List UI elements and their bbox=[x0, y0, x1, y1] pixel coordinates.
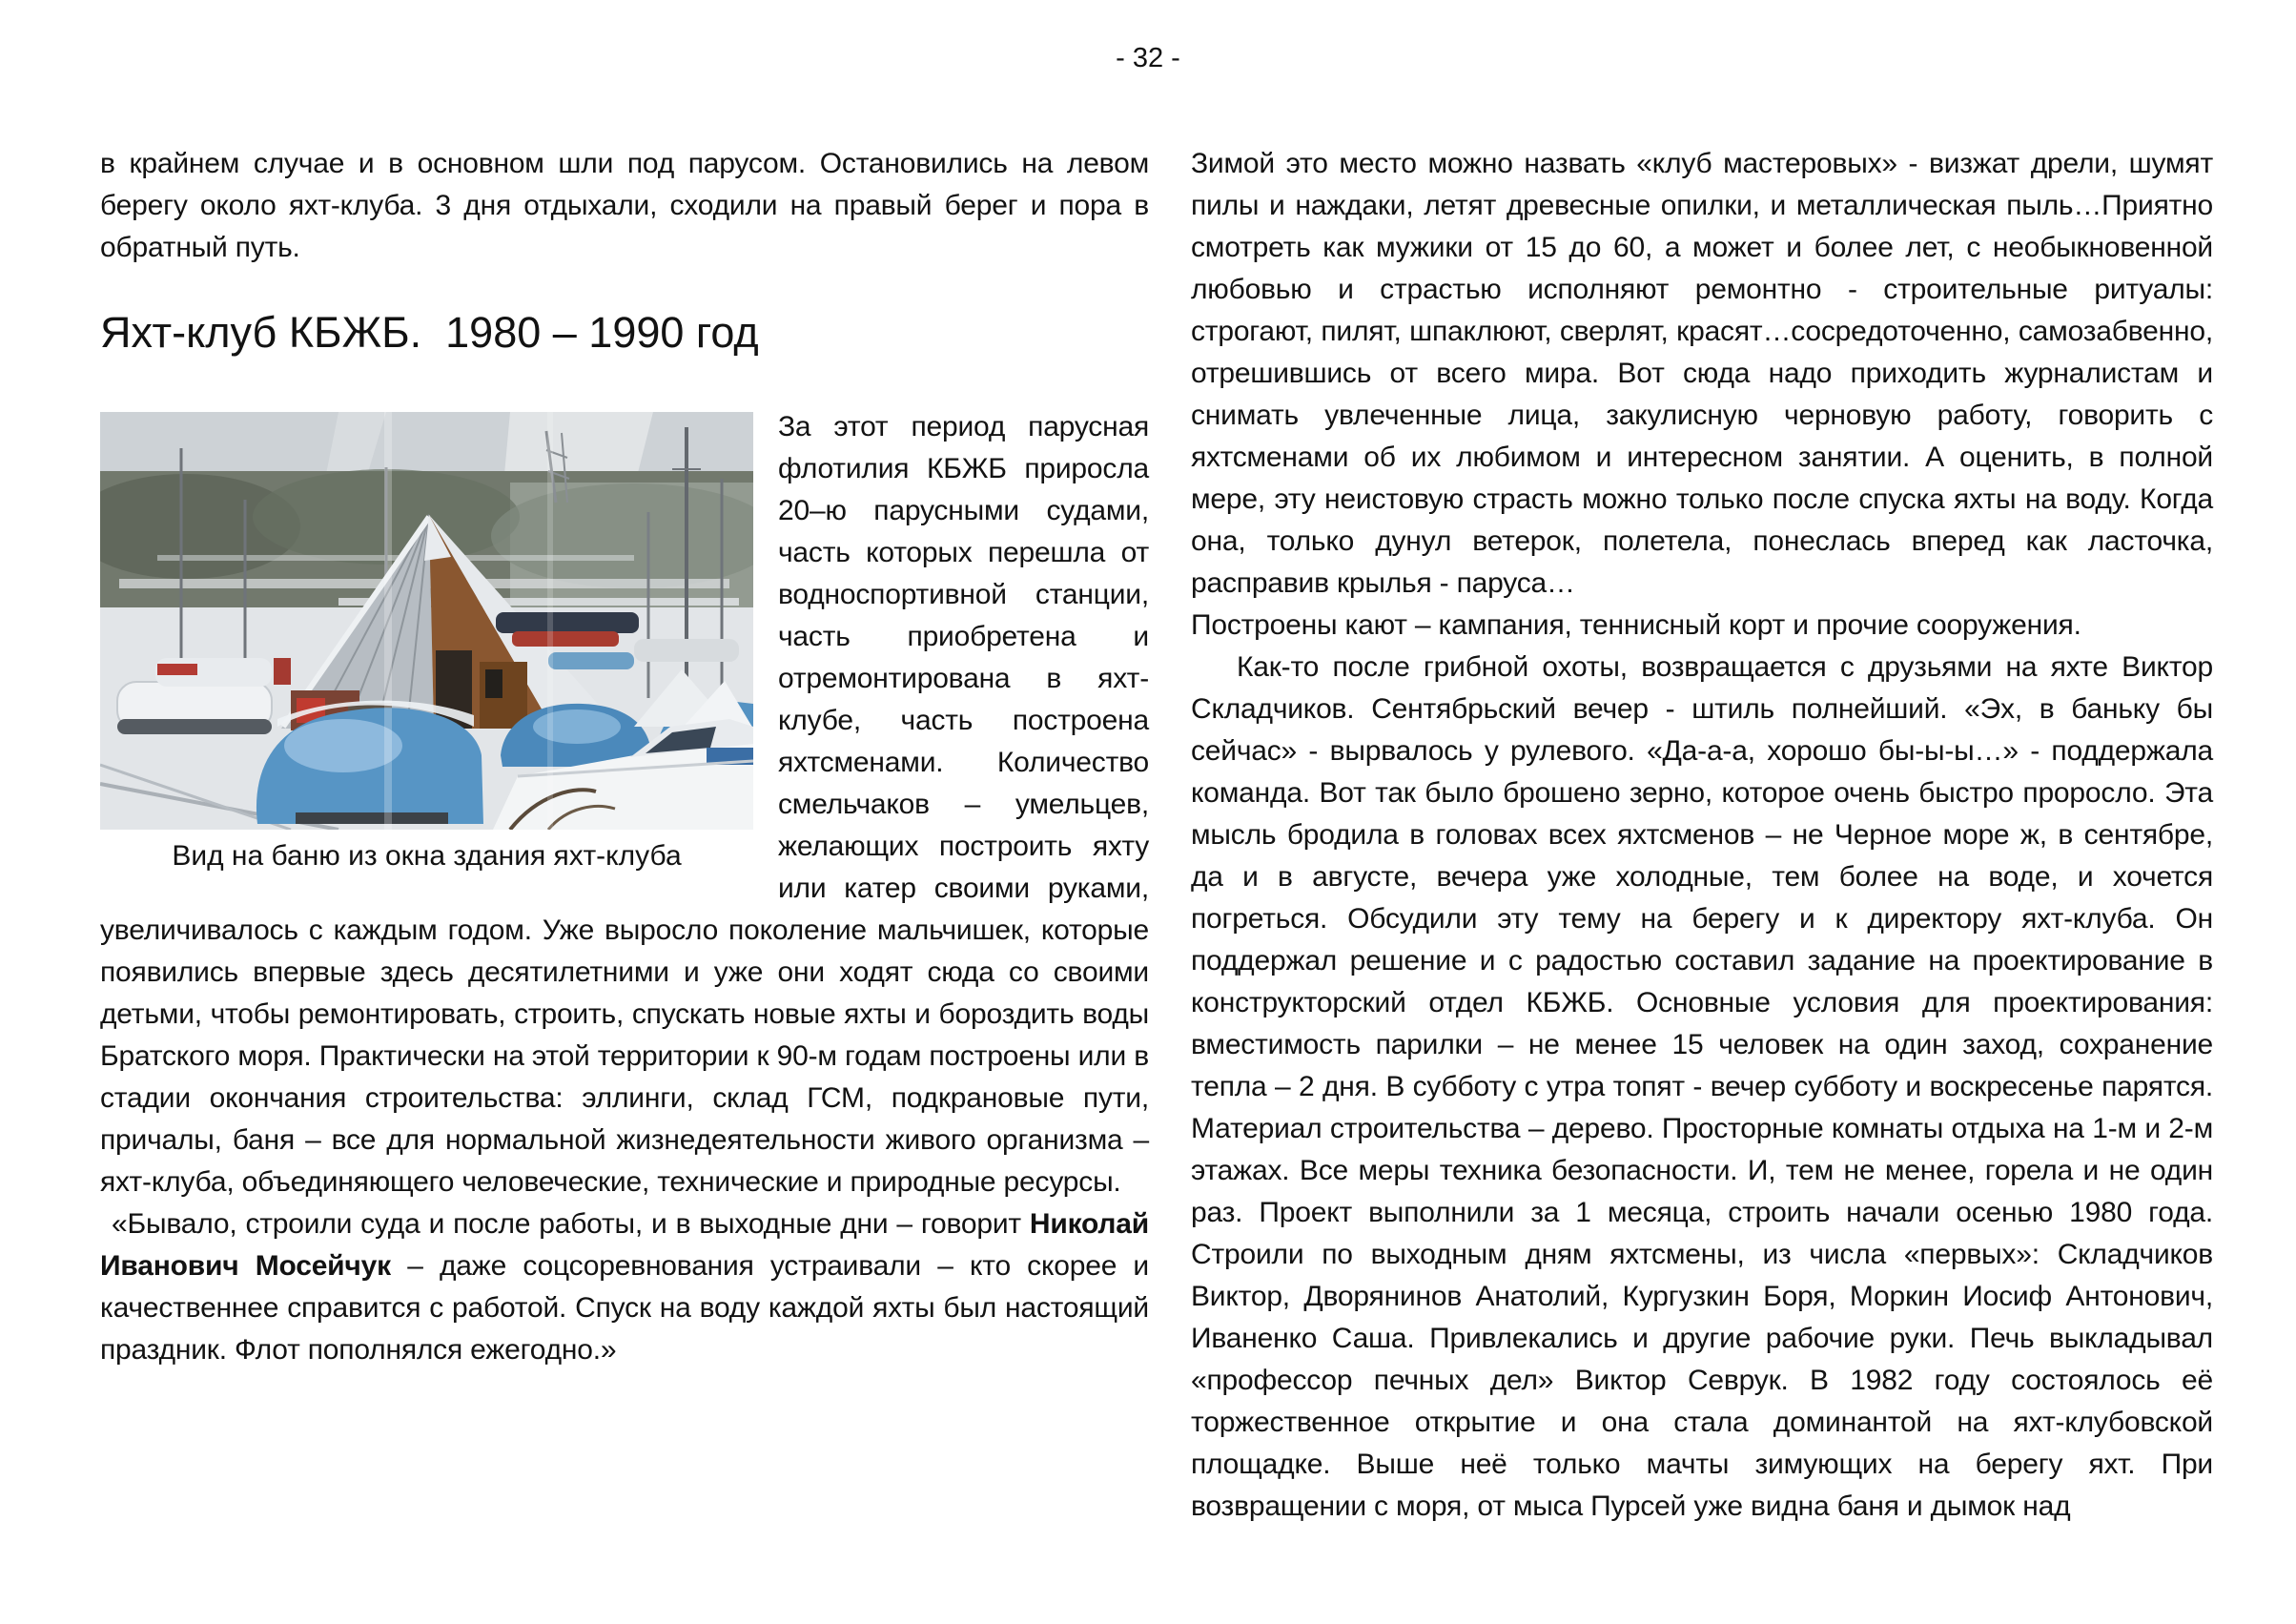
section-heading: Яхт-клуб КБЖБ. 1980 – 1990 год bbox=[100, 308, 759, 357]
paragraph-workshop: Зимой это место можно назвать «клуб мастеровых» - визжат дрели, шумят пилы и наждаки, летят древесные опилки, и металлическая пыль…Приятно смотреть как мужики от 15 до 60, а может и более лет, с необыкновенной любовью и страстью исполняют ремонтно - строительные ритуалы: строгают, пилят, шпаклюют, сверлят, красят…сосредоточенно, самозабвенно, отрешившись от всего мира. Вот сюда надо приходить журналистам и снимать увлеченные лица, закулисную черновую работу, говорить с яхтсменами об их любимом и интересном занятии. А оценить, в полной мере, эту неистовую страсть можно только после спуска яхты на воду. Когда она, только дунул ветерок, полетела, понеслась вперед как ласточка, расправив крылья - паруса… bbox=[1191, 148, 2213, 599]
paragraph-quote bbox=[100, 1203, 1149, 1371]
paragraph-intro: в крайнем случае и в основном шли под парусом. Остановились на левом берегу около яхт-клуба. 3 дня отдыхали, сходили на правый берег и пора в обратный путь. bbox=[100, 148, 1149, 263]
photo-figure bbox=[100, 412, 753, 875]
page-number: - 32 - bbox=[1116, 43, 1180, 73]
yacht-club-winter-photo bbox=[100, 412, 753, 830]
photo-text-flow bbox=[100, 406, 1149, 1371]
quote-person-name: Николай Иванович Мосейчук bbox=[100, 1208, 1149, 1282]
page-body bbox=[100, 143, 2213, 1528]
paragraph-facilities: Построены кают – кампания, теннисный корт и прочие сооружения. bbox=[1191, 609, 2081, 641]
quote-text-after: – даже соцсоревнования устраивали – кто скорее и качественнее справится с работой. Спуск на воду каждой яхты был настоящий праздник. Флот пополнялся ежегодно.» bbox=[100, 1250, 1149, 1366]
paragraph-fleet: За этот период парусная флотилия КБЖБ приросла 20–ю парусными судами, часть которых перешла от водноспортивной станции, часть приобретена и отремонтирована в яхт-клубе, часть построена яхтсменами. Количество смельчаков – умельцев, желающих построить яхту или катер своими руками, увеличивалось с каждым годом. Уже выросло поколение мальчишек, которые появились впервые здесь десятилетними и уже они ходят сюда со своими детьми, чтобы ремонтировать, строить, спускать новые яхты и бороздить воды Братского моря. Практически на этой территории к 90-м годам построены или в стадии окончания строительства: эллинги, склад ГСМ, подкрановые пути, причалы, баня – все для нормальной жизнедеятельности живого организма – яхт-клуба, объединяющего человеческие, технические и природные ресурсы. bbox=[100, 411, 1149, 1198]
left-column bbox=[100, 143, 1149, 1528]
photo-caption: Вид на баню из окна здания яхт-клуба bbox=[172, 840, 682, 872]
paragraph-banya-story: Как-то после грибной охоты, возвращается с друзьями на яхте Виктор Складчиков. Сентябрьский вечер - штиль полнейший. «Эх, в баньку бы сейчас» - вырвалось у рулевого. «Да-а-а, хорошо бы-ы-ы…» - поддержала команда. Вот так было брошено зерно, которое очень быстро проросло. Эта мысль бродила в головах всех яхтсменов – не Черное море ж, в сентябре, да и в августе, вечера уже холодные, тем более на воде, и хочется погреться. Обсудили эту тему на берегу и к директору яхт-клуба. Он поддержал решение и с радостью составил задание на проектирование в конструкторский отдел КБЖБ. Основные условия для проектирования: вместимость парилки – не менее 15 человек на один заход, сохранение тепла – 2 дня. В субботу с утра топят - вечер субботу и воскресенье парятся. Материал строительства – дерево. Просторные комнаты отдыха на 1-м и 2-м этажах. Все меры техника безопасности. И, тем не менее, горела и не один раз. Проект выполнили за 1 месяца, строить начали осенью 1980 года. Строили по выходным дням яхтсмены, из числа «первых»: Складчиков Виктор, Дворянинов Анатолий, Кургузкин Боря, Моркин Иосиф Антонович, Иваненко Саша. Привлекались и другие рабочие руки. Печь выкладывал «профессор печных дел» Виктор Севрук. В 1982 году состоялось её торжественное открытие и она стала доминантой на яхт-клубовской площадке. Выше неё только мачты зимующих на берегу яхт. При возвращении с моря, от мыса Пурсей уже видна баня и дымок над bbox=[1191, 651, 2213, 1522]
quote-text-before: «Бывало, строили суда и после работы, и в выходные дни – говорит bbox=[112, 1208, 1030, 1240]
right-column bbox=[1191, 143, 2213, 1528]
